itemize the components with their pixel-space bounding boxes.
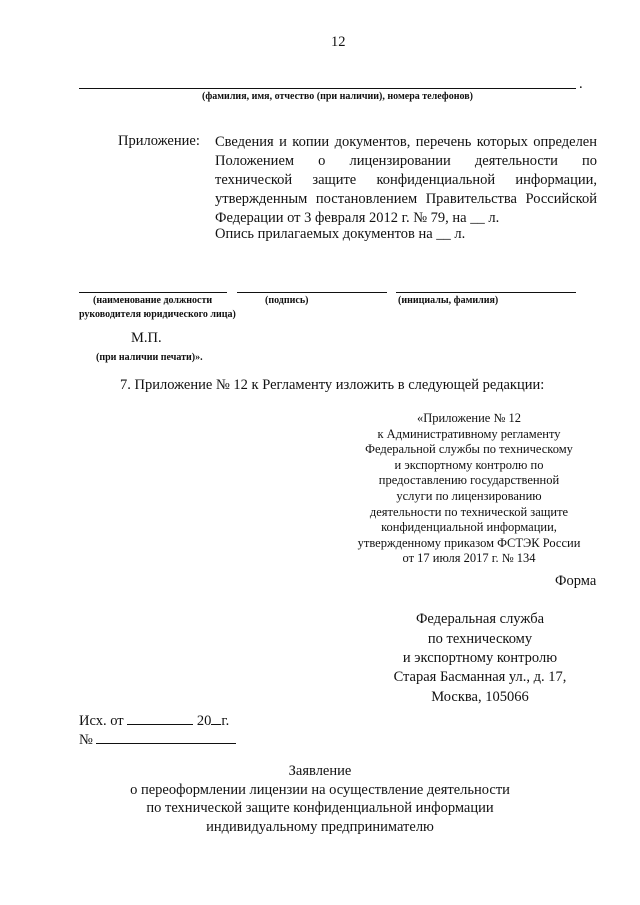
attachment-line: Сведения и копии документов, перечень которых определен <box>215 134 597 150</box>
addressee-line: по техническому <box>427 630 533 647</box>
addressee <box>375 610 585 669</box>
item-7: 7. Приложение № 12 к Регламенту изложить в следующей редакции: <box>120 377 545 393</box>
appendix-line: к Административному регламенту <box>377 426 561 441</box>
year-prefix: 20 <box>196 713 212 729</box>
attachment-line: Положением о лицензировании деятельности по <box>215 153 597 169</box>
appendix-line: от 17 июля 2017 г. № 134 <box>402 551 536 566</box>
number-label: № <box>79 732 93 748</box>
attachment-line: утвержденным постановлением Правительства Российской <box>215 191 597 207</box>
appendix-line: утвержденному приказом ФСТЭК России <box>357 535 581 550</box>
position-caption: (наименование должности <box>93 295 213 306</box>
appendix-line: услуги по лицензированию <box>396 488 542 503</box>
address-line: Старая Басманная ул., д. 17, <box>393 669 567 685</box>
name-fill-line <box>396 292 576 293</box>
attachment-line: технической защите конфиденциальной информации, <box>215 172 597 188</box>
title-line: Заявление <box>288 763 352 779</box>
attachment-label: Приложение: <box>118 133 200 149</box>
name-caption: (инициалы, фамилия) <box>398 295 499 306</box>
year-suffix: г. <box>221 713 230 729</box>
date-fill <box>127 724 193 725</box>
addressee-line: и экспортному контролю <box>402 650 558 666</box>
appendix-line: Федеральной службы по техническому <box>365 442 573 457</box>
position-caption-2: руководителя юридического лица) <box>79 309 236 320</box>
signature-fill-line <box>237 292 387 293</box>
appendix-line: предоставлению государственной <box>378 473 560 488</box>
address <box>375 668 585 707</box>
attachment-line: Федерации от 3 февраля 2012 г. № 79, на __ л. <box>215 210 500 226</box>
seal-label: М.П. <box>131 330 162 346</box>
appendix-line: и экспортному контролю по <box>394 457 544 472</box>
addressee-line: Федеральная служба <box>415 611 545 627</box>
form-label: Форма <box>555 573 597 589</box>
number-fill <box>96 743 236 744</box>
outgoing-date-line <box>79 713 229 730</box>
page-number: 12 <box>331 34 346 50</box>
fio-fill-line <box>79 88 576 89</box>
appendix-header <box>344 411 594 567</box>
seal-caption: (при наличии печати)». <box>96 352 203 363</box>
address-line: Москва, 105066 <box>431 688 529 705</box>
outgoing-prefix: Исх. от <box>79 713 124 729</box>
title-line: по технической защите конфиденциальной информации <box>146 800 494 817</box>
fill-line-dot: . <box>579 76 583 92</box>
title-line: о переоформлении лицензии на осуществление деятельности <box>130 781 510 798</box>
appendix-line: «Приложение № 12 <box>416 411 522 425</box>
attachment-text <box>215 133 597 228</box>
inventory-line: Опись прилагаемых документов на __ л. <box>215 226 466 242</box>
title-line: индивидуальному предпринимателю <box>206 818 434 835</box>
appendix-line: конфиденциальной информации, <box>381 520 557 535</box>
appendix-line: деятельности по технической защите <box>369 504 569 519</box>
year-fill <box>211 724 221 725</box>
fio-caption: (фамилия, имя, отчество (при наличии), номера телефонов) <box>202 91 473 102</box>
signature-caption: (подпись) <box>265 295 309 306</box>
position-fill-line <box>79 292 227 293</box>
outgoing-number-line <box>79 732 236 749</box>
application-title <box>0 762 640 836</box>
